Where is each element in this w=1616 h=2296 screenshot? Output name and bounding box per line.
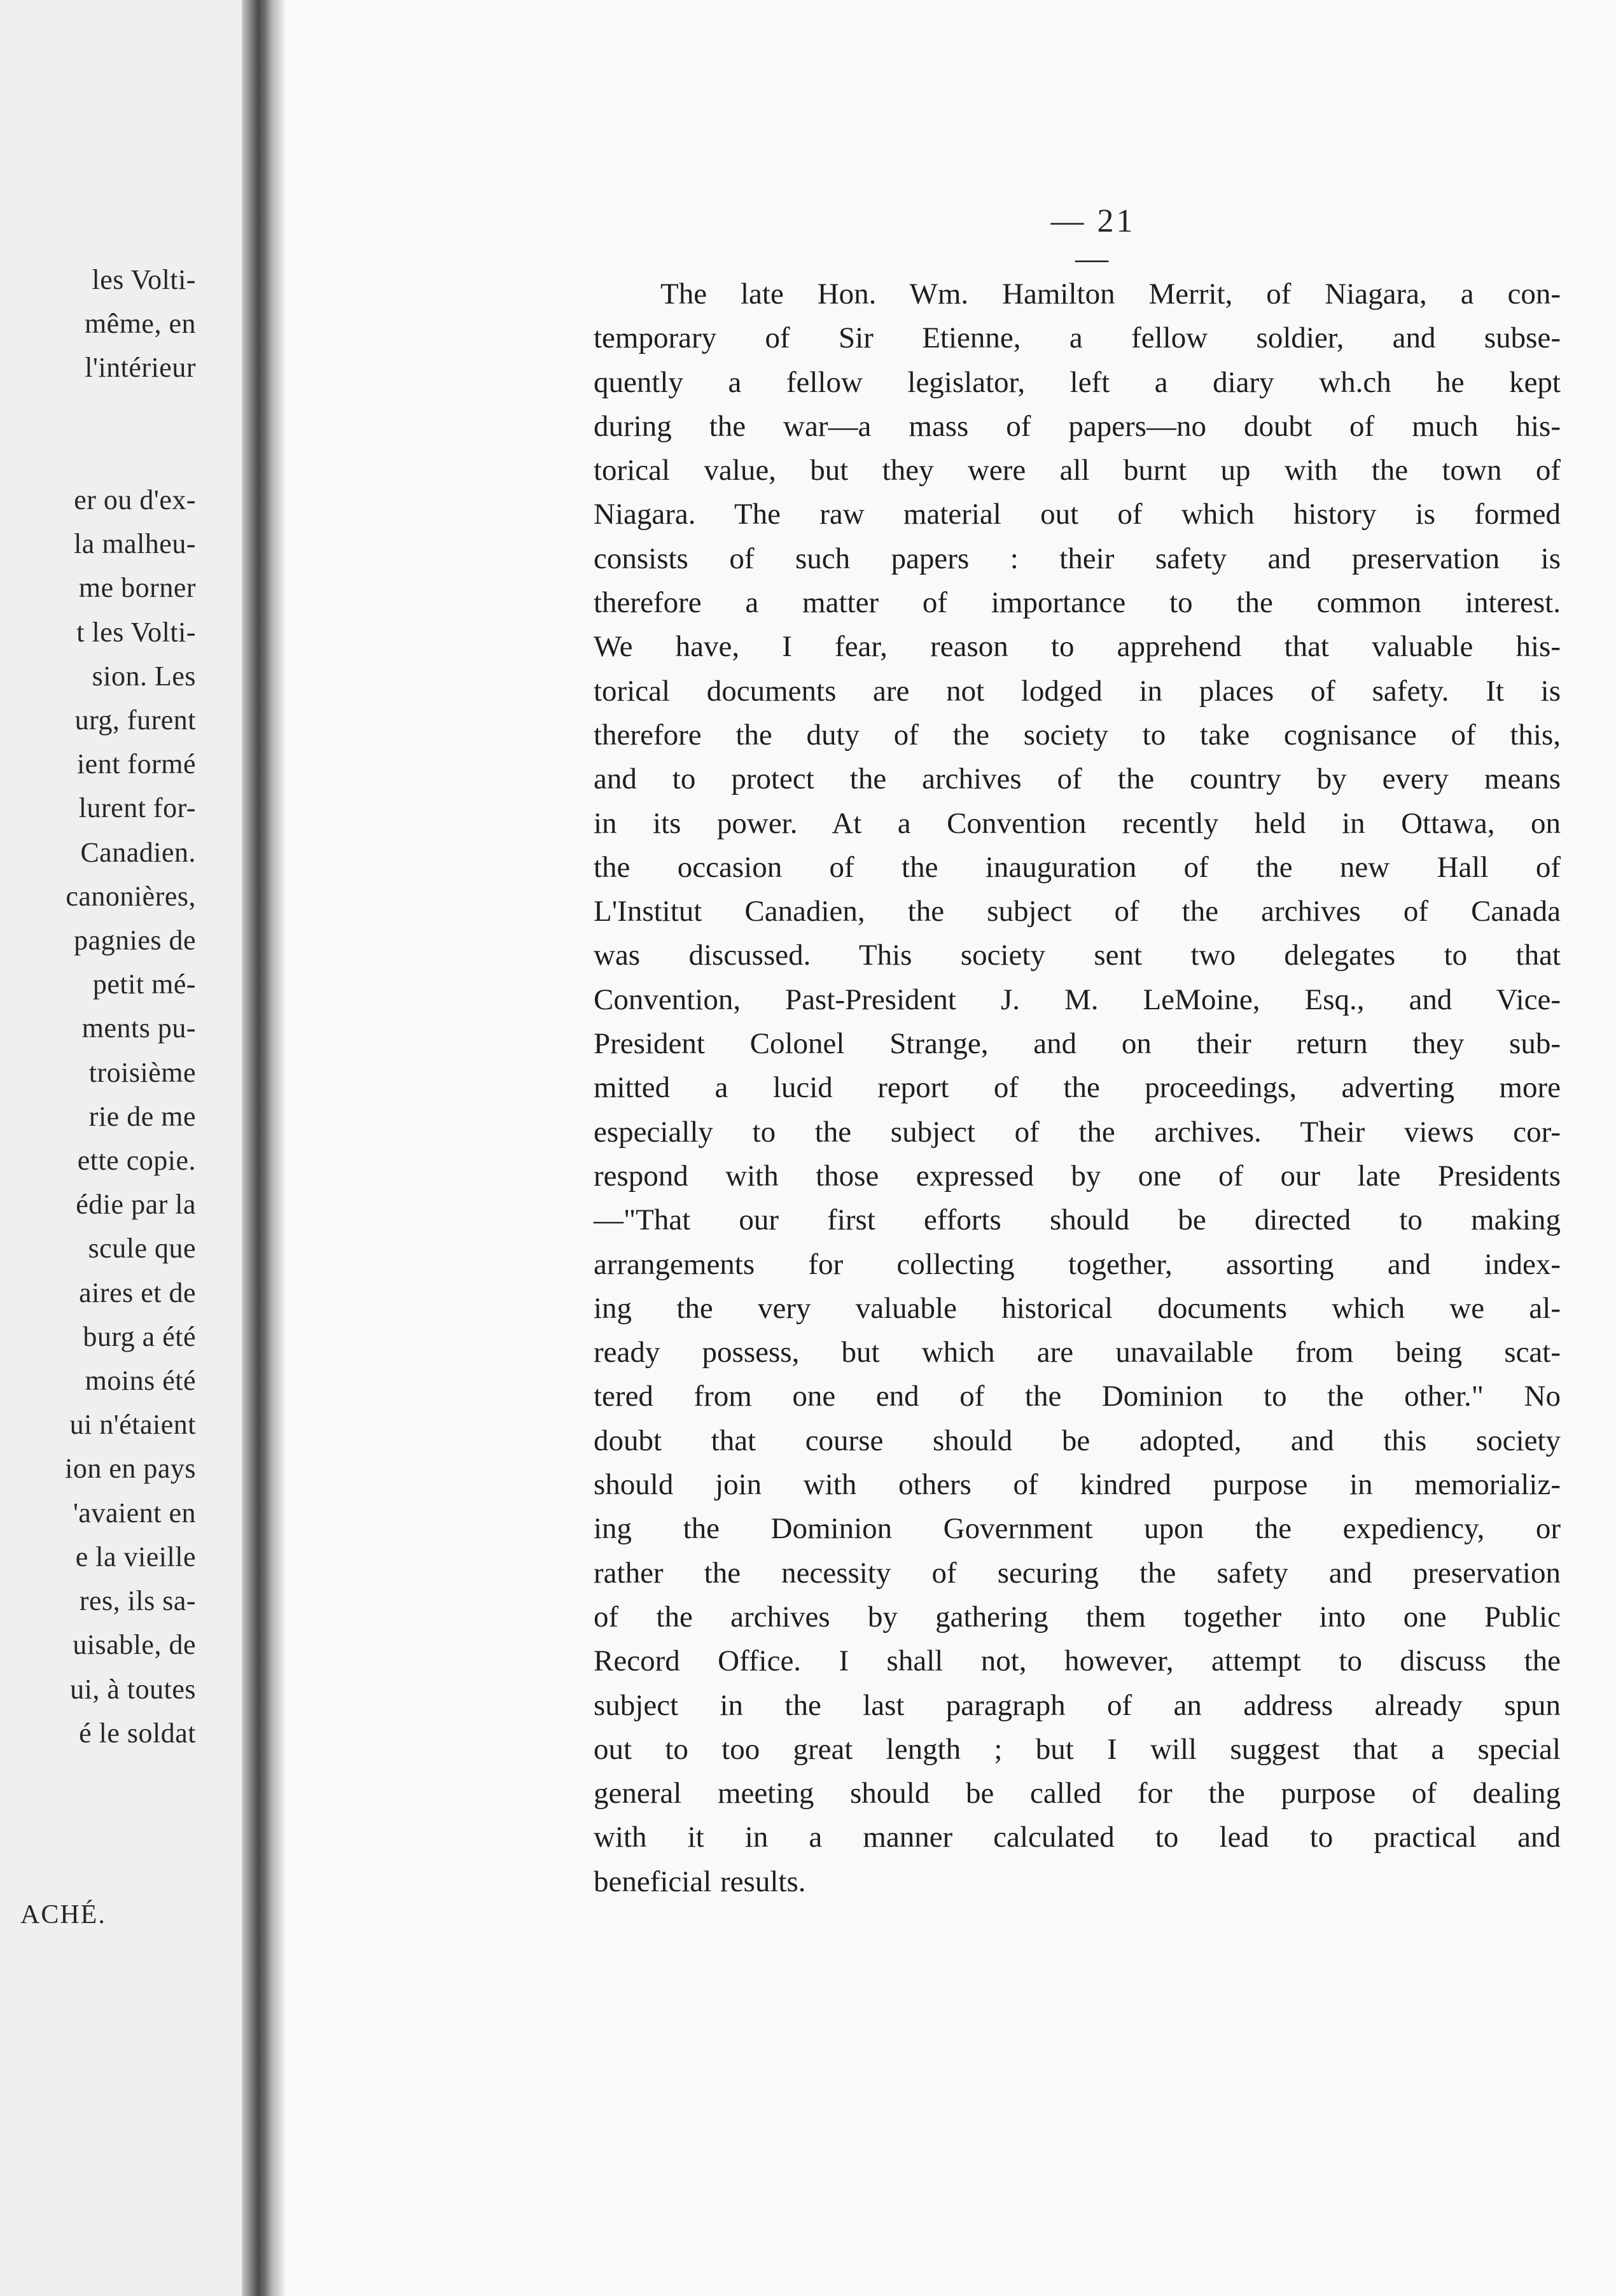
left-page-line: res, ils sa- <box>79 1585 196 1617</box>
text-line: Niagara. The raw material out of which history is formed <box>594 498 1561 531</box>
text-line: with it in a manner calculated to lead to practical and <box>594 1821 1561 1854</box>
left-page-line: urg, furent <box>74 704 196 736</box>
text-line: We have, I fear, reason to apprehend that valuable his- <box>594 630 1561 664</box>
text-line: respond with those expressed by one of our late Presidents <box>594 1159 1561 1193</box>
text-line: should join with others of kindred purpose in memorializ- <box>594 1468 1561 1502</box>
left-page-line: uisable, de <box>73 1629 196 1661</box>
text-line: therefore a matter of importance to the common interest. <box>594 586 1561 620</box>
left-page-line: ui n'étaient <box>69 1409 196 1441</box>
text-line: President Colonel Strange, and on their return they sub- <box>594 1027 1561 1061</box>
left-page-line: aires et de <box>79 1277 196 1308</box>
page-number: — 21 — <box>1050 203 1136 277</box>
left-page-line: petit mé- <box>92 969 196 1000</box>
left-page-line: er ou d'ex- <box>74 484 196 516</box>
text-line: ing the Dominion Government upon the expediency, or <box>594 1512 1561 1546</box>
text-line: quently a fellow legislator, left a diary wh.ch he kept <box>594 365 1561 399</box>
left-page-line: moins été <box>85 1365 196 1397</box>
left-page-line: canonières, <box>66 880 196 912</box>
left-page-line: sion. Les <box>92 660 196 692</box>
page-edge-shadow <box>274 0 285 2296</box>
left-page-line: édie par la <box>76 1189 196 1221</box>
left-page-line: e la vieille <box>75 1541 196 1572</box>
left-page-line: rie de me <box>88 1100 196 1132</box>
left-page-line: ion en pays <box>65 1453 196 1485</box>
text-line: Convention, Past-President J. M. LeMoine, Esq., and Vice- <box>594 983 1561 1016</box>
left-page-line: ments pu- <box>81 1012 196 1044</box>
left-page-line: scule que <box>88 1233 196 1264</box>
left-page-text-column <box>0 258 196 1755</box>
text-line: mitted a lucid report of the proceedings, adverting more <box>594 1071 1561 1105</box>
left-page-line: Canadien. <box>80 836 196 868</box>
text-line: out to too great length ; but I will suggest that a special <box>594 1732 1561 1766</box>
text-line: in its power. At a Convention recently held in Ottawa, on <box>594 806 1561 840</box>
text-line: rather the necessity of securing the safety and preservation <box>594 1556 1561 1590</box>
left-page-line: l'intérieur <box>85 352 196 384</box>
left-page-signature: ACHÉ. <box>20 1900 106 1929</box>
text-line: and to protect the archives of the country by every means <box>594 762 1561 796</box>
left-page-line: é le soldat <box>79 1717 196 1749</box>
text-line: L'Institut Canadien, the subject of the archives of Canada <box>594 895 1561 928</box>
text-line: therefore the duty of the society to take cognisance of this, <box>594 718 1561 752</box>
left-page-line <box>0 434 196 478</box>
text-line: ready possess, but which are unavailable from being scat- <box>594 1336 1561 1369</box>
text-line: was discussed. This society sent two delegates to that <box>594 939 1561 972</box>
left-page-line: 'avaient en <box>73 1497 196 1529</box>
text-line: especially to the subject of the archives. Their views cor- <box>594 1115 1561 1149</box>
text-line: of the archives by gathering them together into one Public <box>594 1600 1561 1634</box>
text-line: Record Office. I shall not, however, attempt to discuss the <box>594 1644 1561 1678</box>
text-line: ing the very valuable historical documents which we al- <box>594 1291 1561 1325</box>
text-line: tered from one end of the Dominion to the other." No <box>594 1380 1561 1413</box>
left-page-line: troisième <box>88 1056 196 1088</box>
body-text <box>594 272 1561 1904</box>
left-page-line: pagnies de <box>74 925 196 956</box>
text-line: torical documents are not lodged in places of safety. It is <box>594 674 1561 708</box>
left-page-line: me borner <box>78 572 196 604</box>
text-line: doubt that course should be adopted, and this society <box>594 1424 1561 1457</box>
left-page-line: ette copie. <box>77 1145 196 1177</box>
text-line: —"That our first efforts should be directed to making <box>594 1203 1561 1237</box>
left-page-line: lurent for- <box>78 792 196 824</box>
text-line: subject in the last paragraph of an address already spun <box>594 1688 1561 1722</box>
text-line: arrangements for collecting together, assorting and index- <box>594 1247 1561 1281</box>
left-facing-page <box>0 0 242 2296</box>
right-page <box>285 0 1616 2296</box>
text-line: during the war—a mass of papers—no doubt of much his- <box>594 409 1561 443</box>
left-page-line: ui, à toutes <box>70 1673 196 1705</box>
text-line: consists of such papers : their safety and preservation is <box>594 542 1561 575</box>
left-page-line: les Volti- <box>92 264 196 295</box>
text-line: temporary of Sir Etienne, a fellow soldier, and subse- <box>594 321 1561 355</box>
text-line: beneficial results. <box>594 1865 806 1898</box>
left-page-line: burg a été <box>83 1320 196 1352</box>
text-line: The late Hon. Wm. Hamilton Merrit, of Niagara, a con- <box>660 277 1561 311</box>
left-page-line <box>0 390 196 434</box>
left-page-line: la malheu- <box>74 528 196 560</box>
text-line: the occasion of the inauguration of the new Hall of <box>594 850 1561 884</box>
left-page-line: ient formé <box>76 748 196 780</box>
text-line: torical value, but they were all burnt up with the town of <box>594 454 1561 487</box>
left-page-line: t les Volti- <box>76 616 196 648</box>
left-page-line: même, en <box>84 308 196 340</box>
text-line: general meeting should be called for the purpose of dealing <box>594 1777 1561 1810</box>
